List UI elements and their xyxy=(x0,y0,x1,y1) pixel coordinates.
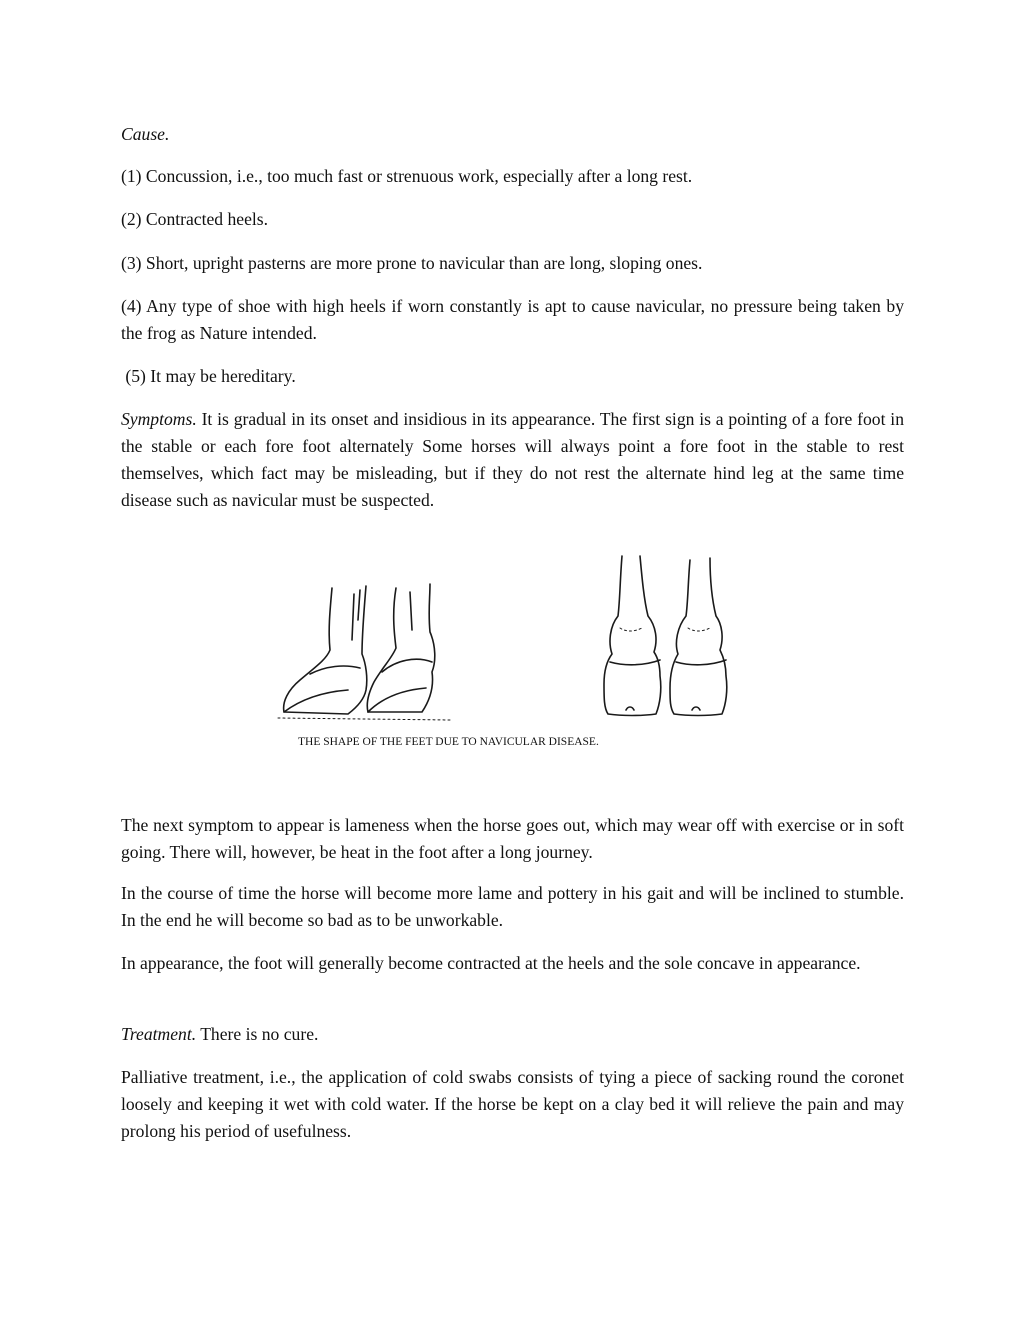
treatment-palliative-paragraph: Palliative treatment, i.e., the application of cold swabs consists of tying a piece of sacking round the coronet loosely and keeping it wet with cold water. If the horse be kept on a clay bed it will relieve the pain and may prolong his period of usefulness. xyxy=(121,1067,904,1141)
right-tendon xyxy=(410,592,412,630)
cause-item-4: (4) Any type of shoe with high heels if worn constantly is apt to cause navicular, no pressure being taken by the frog as Nature intended. xyxy=(121,296,904,343)
front-right-pastern-shading xyxy=(688,628,710,631)
left-hoof-line xyxy=(284,690,348,712)
symptoms-text: It is gradual in its onset and insidious in its appearance. The first sign is a pointing of a fore foot in the stable or each fore foot alternately Some horses will always point a fore foot in the stable to rest themselves, which fact may be misleading, but if they do not rest the alternate hind leg at the same time disease such as navicular must be suspected. xyxy=(121,409,904,510)
front-right-coronet xyxy=(676,660,726,665)
front-leg-right-outline xyxy=(670,558,727,716)
treatment-paragraph xyxy=(121,1021,904,1048)
cause-item-2: (2) Contracted heels. xyxy=(121,209,269,229)
cause-heading-text: Cause. xyxy=(121,124,170,144)
cause-item-1: (1) Concussion, i.e., too much fast or strenuous work, especially after a long rest. xyxy=(121,166,693,186)
body-paragraph-course: In the course of time the horse will become more lame and pottery in his gait and will be inclined to stumble. In the end he will become so bad as to be unworkable. xyxy=(121,883,904,930)
front-left-coronet xyxy=(610,660,660,665)
treatment-heading: Treatment. xyxy=(121,1024,197,1044)
left-coronet xyxy=(310,666,360,674)
cause-heading xyxy=(121,121,904,148)
body-paragraph-appearance: In appearance, the foot will generally become contracted at the heels and the sole concave in appearance. xyxy=(121,953,861,973)
treatment-text: There is no cure. xyxy=(196,1024,319,1044)
navicular-feet-illustration xyxy=(270,550,740,725)
front-left-toe-notch xyxy=(626,707,634,710)
front-leg-left-outline xyxy=(604,556,661,716)
figure-caption: THE SHAPE OF THE FEET DUE TO NAVICULAR DISEASE. xyxy=(298,736,599,748)
front-right-toe-notch xyxy=(692,707,700,710)
left-tendon-2 xyxy=(358,590,360,620)
left-tendon xyxy=(352,594,354,640)
symptoms-heading: Symptoms. xyxy=(121,409,197,429)
navicular-feet-drawing xyxy=(270,550,740,725)
symptoms-paragraph xyxy=(121,406,904,514)
left-ground-line xyxy=(278,718,450,720)
cause-item-3: (3) Short, upright pasterns are more prone to navicular than are long, sloping ones. xyxy=(121,253,703,273)
right-hoof-line xyxy=(368,688,426,712)
body-paragraph-lameness: The next symptom to appear is lameness when the horse goes out, which may wear off with exercise or in soft going. There will, however, be heat in the foot after a long journey. xyxy=(121,815,904,862)
cause-item-5: (5) It may be hereditary. xyxy=(121,366,296,386)
right-coronet xyxy=(382,659,432,672)
front-left-pastern-shading xyxy=(620,628,642,631)
